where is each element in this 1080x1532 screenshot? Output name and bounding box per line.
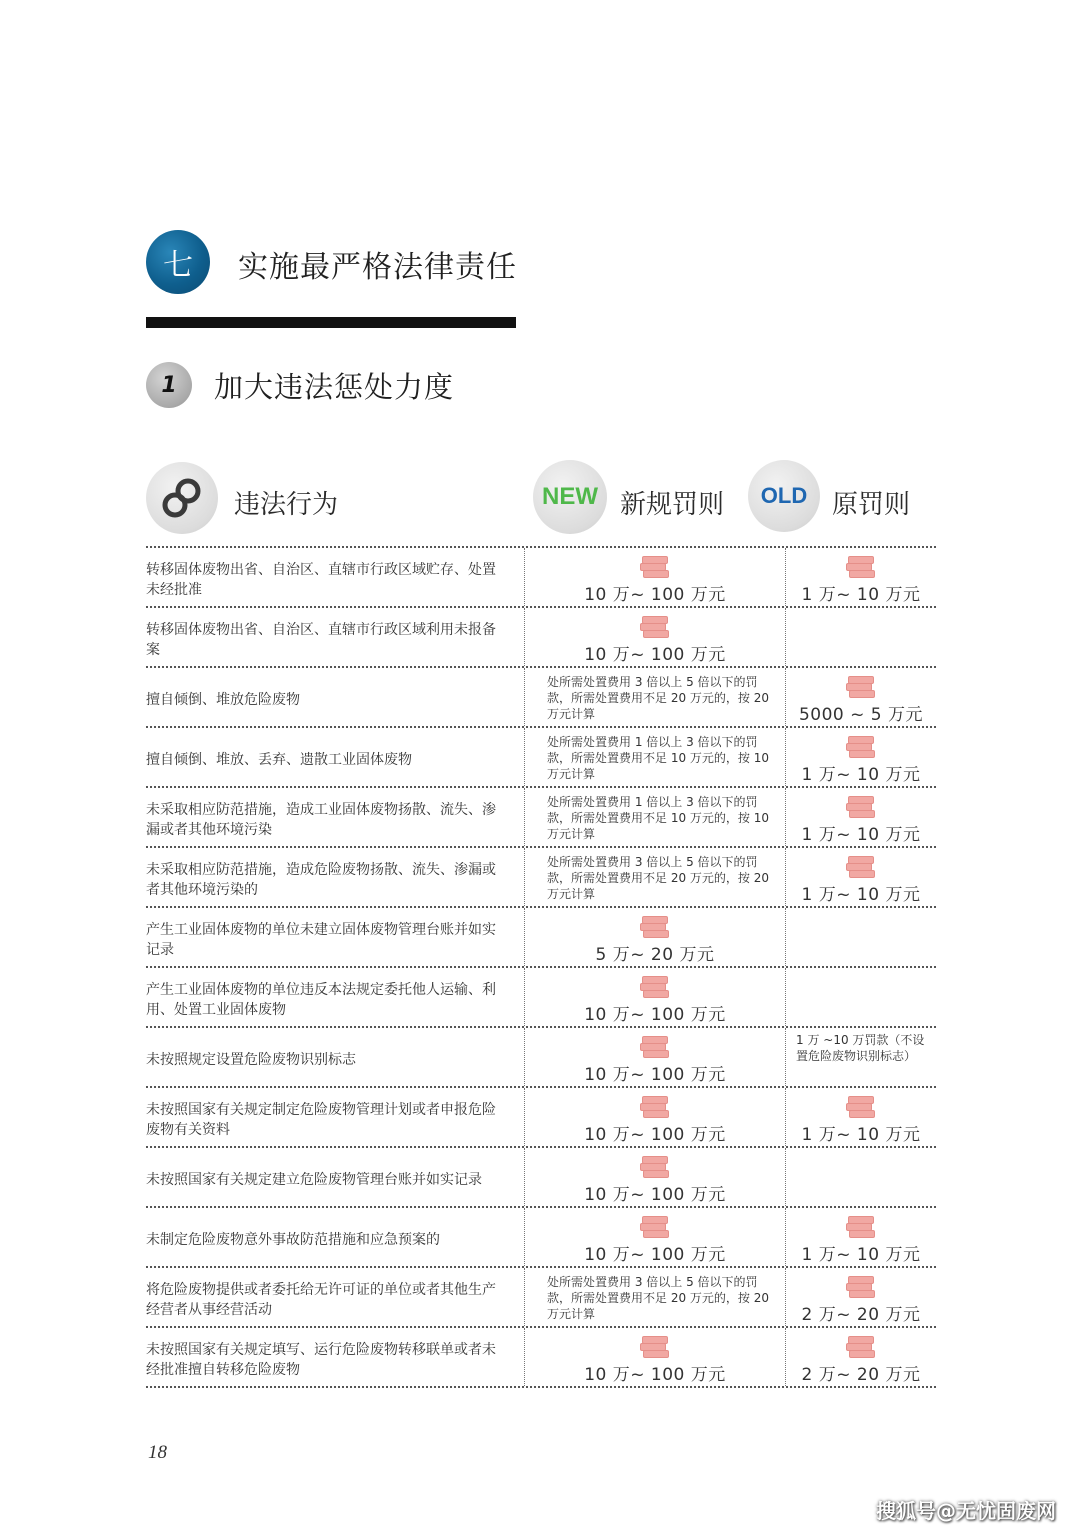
table-row bbox=[146, 668, 936, 728]
penalty-table bbox=[146, 546, 936, 1388]
new-penalty-cell bbox=[525, 908, 786, 966]
table-row bbox=[146, 1328, 936, 1388]
table-row bbox=[146, 1028, 936, 1088]
money-icon bbox=[845, 796, 877, 818]
old-penalty-amount: 1 万~ 10 万元 bbox=[801, 585, 921, 605]
money-icon bbox=[639, 556, 671, 578]
old-penalty-cell bbox=[786, 968, 936, 1026]
money-icon bbox=[639, 916, 671, 938]
table-row bbox=[146, 848, 936, 908]
new-penalty-amount: 10 万~ 100 万元 bbox=[584, 1065, 726, 1085]
new-badge-text: NEW bbox=[542, 483, 598, 510]
old-penalty-cell bbox=[786, 1088, 936, 1146]
money-icon bbox=[639, 616, 671, 638]
money-icon bbox=[639, 1216, 671, 1238]
new-penalty-cell bbox=[525, 608, 786, 666]
table-row bbox=[146, 1088, 936, 1148]
money-icon bbox=[639, 976, 671, 998]
new-penalty-cell bbox=[525, 1088, 786, 1146]
new-penalty-note: 处所需处置费用 3 倍以上 5 倍以下的罚款，所需处置费用不足 20 万元的，按 20 万元计算 bbox=[547, 1275, 769, 1321]
new-penalty-cell bbox=[525, 548, 786, 606]
old-penalty-amount: 5000 ~ 5 万元 bbox=[798, 705, 924, 725]
chapter-divider bbox=[146, 317, 516, 328]
new-penalty-cell bbox=[525, 1148, 786, 1206]
new-penalty-amount: 10 万~ 100 万元 bbox=[584, 1005, 726, 1025]
new-penalty-cell bbox=[525, 788, 786, 846]
new-badge bbox=[533, 460, 607, 534]
new-penalty-cell bbox=[525, 728, 786, 786]
new-penalty-cell bbox=[525, 668, 786, 726]
old-penalty-amount: 1 万~ 10 万元 bbox=[801, 765, 921, 785]
new-penalty-cell bbox=[525, 968, 786, 1026]
new-penalty-note: 处所需处置费用 1 倍以上 3 倍以下的罚款，所需处置费用不足 10 万元的，按 10 万元计算 bbox=[547, 795, 769, 841]
table-row bbox=[146, 1268, 936, 1328]
column-header-new-penalty: 新规罚则 bbox=[620, 490, 725, 520]
new-penalty-amount: 5 万~ 20 万元 bbox=[595, 945, 715, 965]
violation-cell: 未采取相应防范措施，造成工业固体废物扬散、流失、渗漏或者其他环境污染 bbox=[146, 788, 525, 846]
table-row bbox=[146, 608, 936, 668]
new-penalty-amount: 10 万~ 100 万元 bbox=[584, 1125, 726, 1145]
old-penalty-amount: 2 万~ 20 万元 bbox=[801, 1365, 921, 1385]
old-penalty-amount: 1 万~ 10 万元 bbox=[801, 825, 921, 845]
table-row bbox=[146, 908, 936, 968]
old-penalty-cell bbox=[786, 1208, 936, 1266]
violation-cell: 未按照国家有关规定制定危险废物管理计划或者申报危险废物有关资料 bbox=[146, 1088, 525, 1146]
section-number: 1 bbox=[161, 372, 177, 398]
old-penalty-cell bbox=[786, 848, 936, 906]
old-penalty-cell bbox=[786, 728, 936, 786]
new-penalty-amount: 10 万~ 100 万元 bbox=[584, 585, 726, 605]
old-penalty-cell bbox=[786, 548, 936, 606]
table-row bbox=[146, 728, 936, 788]
watermark: 搜狐号@无忧固废网 bbox=[876, 1499, 1056, 1523]
money-icon bbox=[845, 556, 877, 578]
violation-cell: 未按照规定设置危险废物识别标志 bbox=[146, 1028, 525, 1086]
old-penalty-cell bbox=[786, 608, 936, 666]
violation-cell: 未制定危险废物意外事故防范措施和应急预案的 bbox=[146, 1208, 525, 1266]
money-icon bbox=[845, 1216, 877, 1238]
old-penalty-cell bbox=[786, 1148, 936, 1206]
table-row bbox=[146, 1148, 936, 1208]
money-icon bbox=[639, 1036, 671, 1058]
new-penalty-note: 处所需处置费用 3 倍以上 5 倍以下的罚款，所需处置费用不足 20 万元的，按 20 万元计算 bbox=[547, 855, 769, 901]
new-penalty-cell bbox=[525, 848, 786, 906]
new-penalty-note: 处所需处置费用 1 倍以上 3 倍以下的罚款，所需处置费用不足 10 万元的，按 10 万元计算 bbox=[547, 735, 769, 781]
violation-cell: 未采取相应防范措施，造成危险废物扬散、流失、渗漏或者其他环境污染的 bbox=[146, 848, 525, 906]
table-row bbox=[146, 548, 936, 608]
page-number: 18 bbox=[148, 1442, 167, 1463]
new-penalty-amount: 10 万~ 100 万元 bbox=[584, 1365, 726, 1385]
section-title: 加大违法惩处力度 bbox=[214, 370, 455, 404]
old-penalty-cell bbox=[786, 1328, 936, 1386]
chapter-number: 七 bbox=[163, 248, 193, 283]
violation-cell: 擅自倾倒、堆放、丢弃、遗散工业固体废物 bbox=[146, 728, 525, 786]
violation-cell: 转移固体废物出省、自治区、直辖市行政区域贮存、处置未经批准 bbox=[146, 548, 525, 606]
chapter-title: 实施最严格法律责任 bbox=[238, 250, 517, 285]
violation-cell: 转移固体废物出省、自治区、直辖市行政区域利用未报备案 bbox=[146, 608, 525, 666]
old-penalty-note: 1 万 ~10 万罚款（不设置危险废物识别标志） bbox=[796, 1033, 925, 1063]
violation-cell: 产生工业固体废物的单位未建立固体废物管理台账并如实记录 bbox=[146, 908, 525, 966]
table-row bbox=[146, 968, 936, 1028]
old-penalty-amount: 1 万~ 10 万元 bbox=[801, 1125, 921, 1145]
money-icon bbox=[845, 676, 877, 698]
old-penalty-amount: 1 万~ 10 万元 bbox=[801, 885, 921, 905]
section-number-badge bbox=[146, 362, 192, 408]
violation-cell: 擅自倾倒、堆放危险废物 bbox=[146, 668, 525, 726]
money-icon bbox=[845, 1276, 877, 1298]
money-icon bbox=[845, 856, 877, 878]
money-icon bbox=[639, 1156, 671, 1178]
old-penalty-cell bbox=[786, 1028, 936, 1086]
new-penalty-amount: 10 万~ 100 万元 bbox=[584, 1245, 726, 1265]
violation-cell: 未按照国家有关规定填写、运行危险废物转移联单或者未经批准擅自转移危险废物 bbox=[146, 1328, 525, 1386]
old-penalty-cell bbox=[786, 908, 936, 966]
money-icon bbox=[845, 736, 877, 758]
violation-cell: 未按照国家有关规定建立危险废物管理台账并如实记录 bbox=[146, 1148, 525, 1206]
table-row bbox=[146, 1208, 936, 1268]
handcuffs-icon bbox=[146, 462, 218, 534]
money-icon bbox=[639, 1336, 671, 1358]
old-badge-text: OLD bbox=[760, 483, 808, 508]
new-penalty-note: 处所需处置费用 3 倍以上 5 倍以下的罚款，所需处置费用不足 20 万元的，按 20 万元计算 bbox=[547, 675, 769, 721]
old-penalty-cell bbox=[786, 788, 936, 846]
old-penalty-amount: 1 万~ 10 万元 bbox=[801, 1245, 921, 1265]
old-penalty-cell bbox=[786, 668, 936, 726]
violation-cell: 产生工业固体废物的单位违反本法规定委托他人运输、利用、处置工业固体废物 bbox=[146, 968, 525, 1026]
new-penalty-amount: 10 万~ 100 万元 bbox=[584, 1185, 726, 1205]
money-icon bbox=[845, 1336, 877, 1358]
new-penalty-cell bbox=[525, 1028, 786, 1086]
old-badge bbox=[748, 460, 820, 532]
old-penalty-cell bbox=[786, 1268, 936, 1326]
money-icon bbox=[845, 1096, 877, 1118]
new-penalty-cell bbox=[525, 1208, 786, 1266]
new-penalty-cell bbox=[525, 1328, 786, 1386]
new-penalty-amount: 10 万~ 100 万元 bbox=[584, 645, 726, 665]
money-icon bbox=[639, 1096, 671, 1118]
old-penalty-amount: 2 万~ 20 万元 bbox=[801, 1305, 921, 1325]
new-penalty-cell bbox=[525, 1268, 786, 1326]
table-row bbox=[146, 788, 936, 848]
chapter-number-badge bbox=[146, 230, 210, 294]
violation-cell: 将危险废物提供或者委托给无许可证的单位或者其他生产经营者从事经营活动 bbox=[146, 1268, 525, 1326]
column-header-old-penalty: 原罚则 bbox=[832, 490, 911, 520]
column-header-violation: 违法行为 bbox=[234, 490, 339, 520]
